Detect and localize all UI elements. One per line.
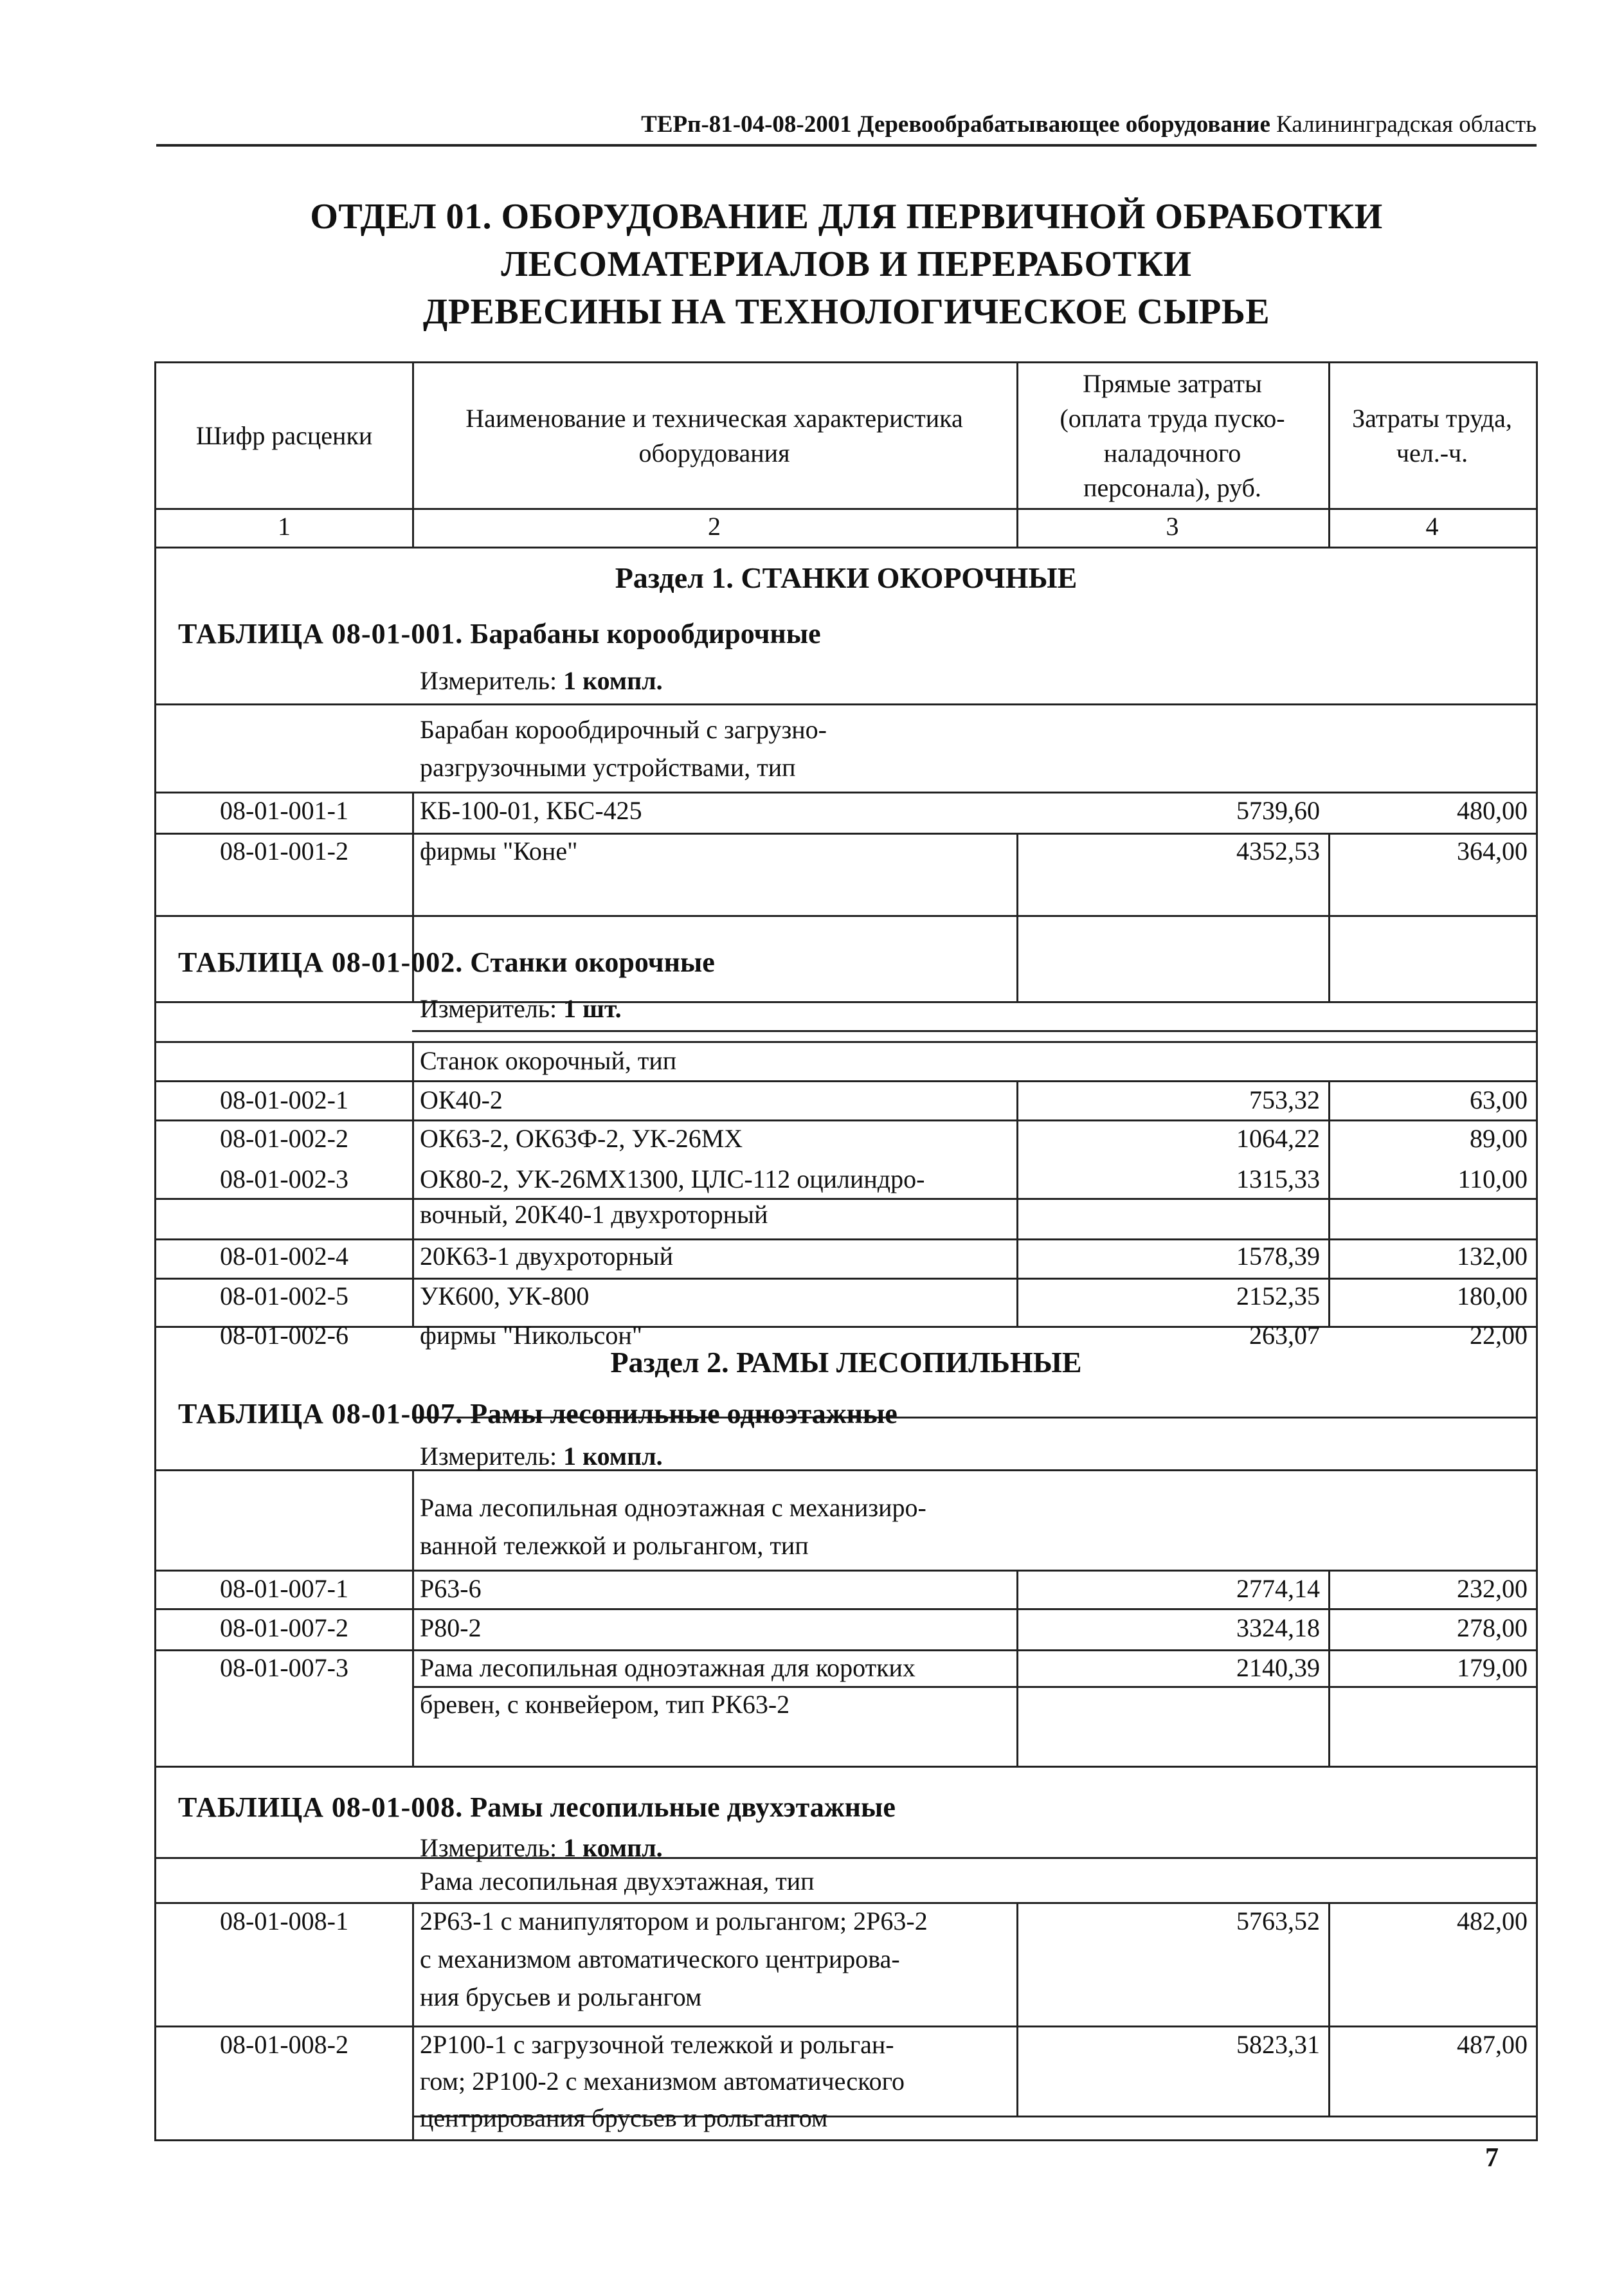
- direct-cost: 2152,35: [1236, 1282, 1320, 1310]
- group-description: разгрузочными устройствами, тип: [420, 753, 796, 782]
- labor-cost: 180,00: [1457, 1282, 1528, 1310]
- equipment-name: с механизмом автоматического центрирова-: [420, 1944, 900, 1973]
- header-label: (оплата труда пуско-: [1060, 403, 1285, 433]
- department-title: [156, 193, 1537, 336]
- labor-cost: 89,00: [1470, 1124, 1528, 1153]
- row-divider: [156, 1857, 1536, 1859]
- equipment-name: 20К63-1 двухроторный: [420, 1242, 673, 1271]
- running-header: [156, 108, 1537, 147]
- direct-cost: 753,32: [1249, 1085, 1320, 1114]
- measure-unit: [420, 992, 622, 1026]
- table-name: Станки окорочные: [470, 947, 715, 978]
- header-label: наладочного: [1103, 438, 1241, 467]
- row-divider: [156, 1469, 1536, 1471]
- equipment-name: ОК63-2, ОК63Ф-2, УК-26МХ: [420, 1124, 743, 1153]
- table-name: Рамы лесопильные одноэтажные: [470, 1398, 898, 1429]
- rate-code: 08-01-007-1: [220, 1574, 348, 1603]
- row-divider: [156, 792, 1536, 793]
- row-divider: [156, 1041, 1536, 1043]
- column-header-labor: [1328, 363, 1536, 508]
- direct-cost: 1064,22: [1236, 1124, 1320, 1153]
- labor-cost: 132,00: [1457, 1242, 1528, 1271]
- row-divider: [412, 1030, 1536, 1032]
- direct-cost: 4352,53: [1236, 837, 1320, 866]
- equipment-name: 2Р100-1 с загрузочной тележкой и рольган-: [420, 2030, 894, 2059]
- section-title: Раздел 2. РАМЫ ЛЕСОПИЛЬНЫЕ: [610, 1346, 1082, 1379]
- column-header-name: [412, 363, 1016, 508]
- direct-cost: 2140,39: [1236, 1653, 1320, 1682]
- equipment-name: КБ-100-01, КБС-425: [420, 796, 642, 825]
- group-description: Рама лесопильная двухэтажная, тип: [420, 1867, 815, 1896]
- equipment-name: ния брусьев и рольгангом: [420, 1982, 702, 2011]
- region-name: Калининградская область: [1276, 111, 1537, 138]
- column-divider: [412, 1902, 414, 2141]
- measure-unit: [420, 1440, 663, 1473]
- group-description: Станок окорочный, тип: [420, 1046, 677, 1075]
- rate-code: 08-01-007-2: [220, 1613, 348, 1642]
- column-header-cost: [1016, 363, 1328, 508]
- labor-cost: 487,00: [1457, 2030, 1528, 2059]
- equipment-name: УК600, УК-800: [420, 1282, 590, 1310]
- table-title: [178, 1791, 896, 1824]
- header-label: чел.-ч.: [1396, 438, 1468, 467]
- department-title-line: ЛЕСОМАТЕРИАЛОВ И ПЕРЕРАБОТКИ: [501, 244, 1192, 284]
- direct-cost: 1578,39: [1236, 1242, 1320, 1271]
- measure-unit: [420, 664, 663, 698]
- table-label: ТАБЛИЦА 08-01-007.: [178, 1398, 464, 1429]
- row-divider: [156, 703, 1536, 705]
- header-label: Прямые затраты: [1083, 368, 1262, 398]
- equipment-name: ОК80-2, УК-26МХ1300, ЦЛС-112 оцилиндро-: [420, 1165, 925, 1193]
- measure-value: 1 компл.: [563, 1833, 663, 1862]
- equipment-name: центрирования брусьев и рольгангом: [420, 2103, 828, 2132]
- equipment-name: ОК40-2: [420, 1085, 503, 1114]
- header-label: Шифр расценки: [195, 421, 373, 450]
- department-title-line: ОТДЕЛ 01. ОБОРУДОВАНИЕ ДЛЯ ПЕРВИЧНОЙ ОБРАБОТКИ: [310, 197, 1383, 237]
- table-label: ТАБЛИЦА 08-01-008.: [178, 1791, 464, 1823]
- header-label: Затраты труда,: [1352, 403, 1512, 433]
- rate-code: 08-01-001-1: [220, 796, 348, 825]
- rate-code: 08-01-008-1: [220, 1907, 348, 1935]
- labor-cost: 482,00: [1457, 1907, 1528, 1935]
- rate-code: 08-01-002-1: [220, 1085, 348, 1114]
- direct-cost: 3324,18: [1236, 1613, 1320, 1642]
- page-number: 7: [1485, 2143, 1499, 2173]
- equipment-name: вочный, 20К40-1 двухроторный: [420, 1200, 768, 1229]
- measure-label: Измеритель:: [420, 1442, 557, 1471]
- rate-code: 08-01-002-5: [220, 1282, 348, 1310]
- table-title: [178, 617, 821, 651]
- measure-value: 1 компл.: [563, 1442, 663, 1471]
- direct-cost: 5823,31: [1236, 2030, 1320, 2059]
- table-label: ТАБЛИЦА 08-01-001.: [178, 618, 464, 649]
- labor-cost: 22,00: [1470, 1321, 1528, 1350]
- rate-code: 08-01-008-2: [220, 2030, 348, 2059]
- labor-cost: 232,00: [1457, 1574, 1528, 1603]
- document-code: ТЕРп-81-04-08-2001 Деревообрабатывающее оборудование: [641, 111, 1270, 138]
- group-description: Рама лесопильная одноэтажная с механизиро-: [420, 1493, 926, 1522]
- header-label: Наименование и техническая характеристика: [465, 403, 963, 433]
- labor-cost: 179,00: [1457, 1653, 1528, 1682]
- group-description: Барабан корообдирочный с загрузно-: [420, 715, 827, 744]
- labor-cost: 278,00: [1457, 1613, 1528, 1642]
- direct-cost: 2774,14: [1236, 1574, 1320, 1603]
- measure-value: 1 компл.: [563, 666, 663, 695]
- group-description: ванной тележкой и рольгангом, тип: [420, 1531, 809, 1560]
- equipment-name: фирмы "Никольсон": [420, 1321, 643, 1350]
- equipment-name: Рама лесопильная одноэтажная для коротких: [420, 1653, 916, 1682]
- rate-code: 08-01-002-6: [220, 1321, 348, 1350]
- column-number: 3: [1166, 512, 1179, 541]
- rate-code: 08-01-001-2: [220, 837, 348, 866]
- rate-code: 08-01-002-3: [220, 1165, 348, 1193]
- equipment-name: 2Р63-1 с манипулятором и рольгангом; 2Р63-2: [420, 1907, 928, 1935]
- column-header-code: [156, 363, 412, 508]
- section-title: Раздел 1. СТАНКИ ОКОРОЧНЫЕ: [615, 561, 1078, 594]
- rates-table: [154, 361, 1538, 2141]
- labor-cost: 480,00: [1457, 796, 1528, 825]
- measure-label: Измеритель:: [420, 666, 557, 695]
- table-title: [178, 1397, 898, 1431]
- column-number: 1: [278, 512, 291, 541]
- column-divider: [412, 1041, 414, 1327]
- column-number: 2: [708, 512, 721, 541]
- labor-cost: 364,00: [1457, 837, 1528, 866]
- labor-cost: 63,00: [1470, 1085, 1528, 1114]
- department-title-line: ДРЕВЕСИНЫ НА ТЕХНОЛОГИЧЕСКОЕ СЫРЬЕ: [422, 292, 1270, 332]
- direct-cost: 5739,60: [1236, 796, 1320, 825]
- table-label: ТАБЛИЦА 08-01-002.: [178, 947, 464, 978]
- row-divider: [156, 547, 1536, 548]
- column-number: 4: [1425, 512, 1439, 541]
- equipment-name: Р80-2: [420, 1613, 482, 1642]
- equipment-name: гом; 2Р100-2 с механизмом автоматического: [420, 2067, 905, 2096]
- labor-cost: 110,00: [1457, 1165, 1528, 1193]
- table-name: Рамы лесопильные двухэтажные: [470, 1791, 896, 1823]
- column-divider: [412, 1469, 414, 1766]
- measure-label: Измеритель:: [420, 1833, 557, 1862]
- measure-value: 1 шт.: [563, 994, 622, 1023]
- header-label: персонала), руб.: [1083, 473, 1261, 502]
- direct-cost: 1315,33: [1236, 1165, 1320, 1193]
- direct-cost: 263,07: [1249, 1321, 1320, 1350]
- equipment-name: Р63-6: [420, 1574, 482, 1603]
- equipment-name: фирмы "Коне": [420, 837, 578, 866]
- rate-code: 08-01-007-3: [220, 1653, 348, 1682]
- table-title: [178, 946, 715, 979]
- rate-code: 08-01-002-2: [220, 1124, 348, 1153]
- rate-code: 08-01-002-4: [220, 1242, 348, 1271]
- direct-cost: 5763,52: [1236, 1907, 1320, 1935]
- equipment-name: бревен, с конвейером, тип РК63-2: [420, 1690, 790, 1719]
- measure-label: Измеритель:: [420, 994, 557, 1023]
- table-name: Барабаны корообдирочные: [470, 618, 821, 649]
- header-label: оборудования: [638, 438, 790, 467]
- measure-unit: [420, 1831, 663, 1865]
